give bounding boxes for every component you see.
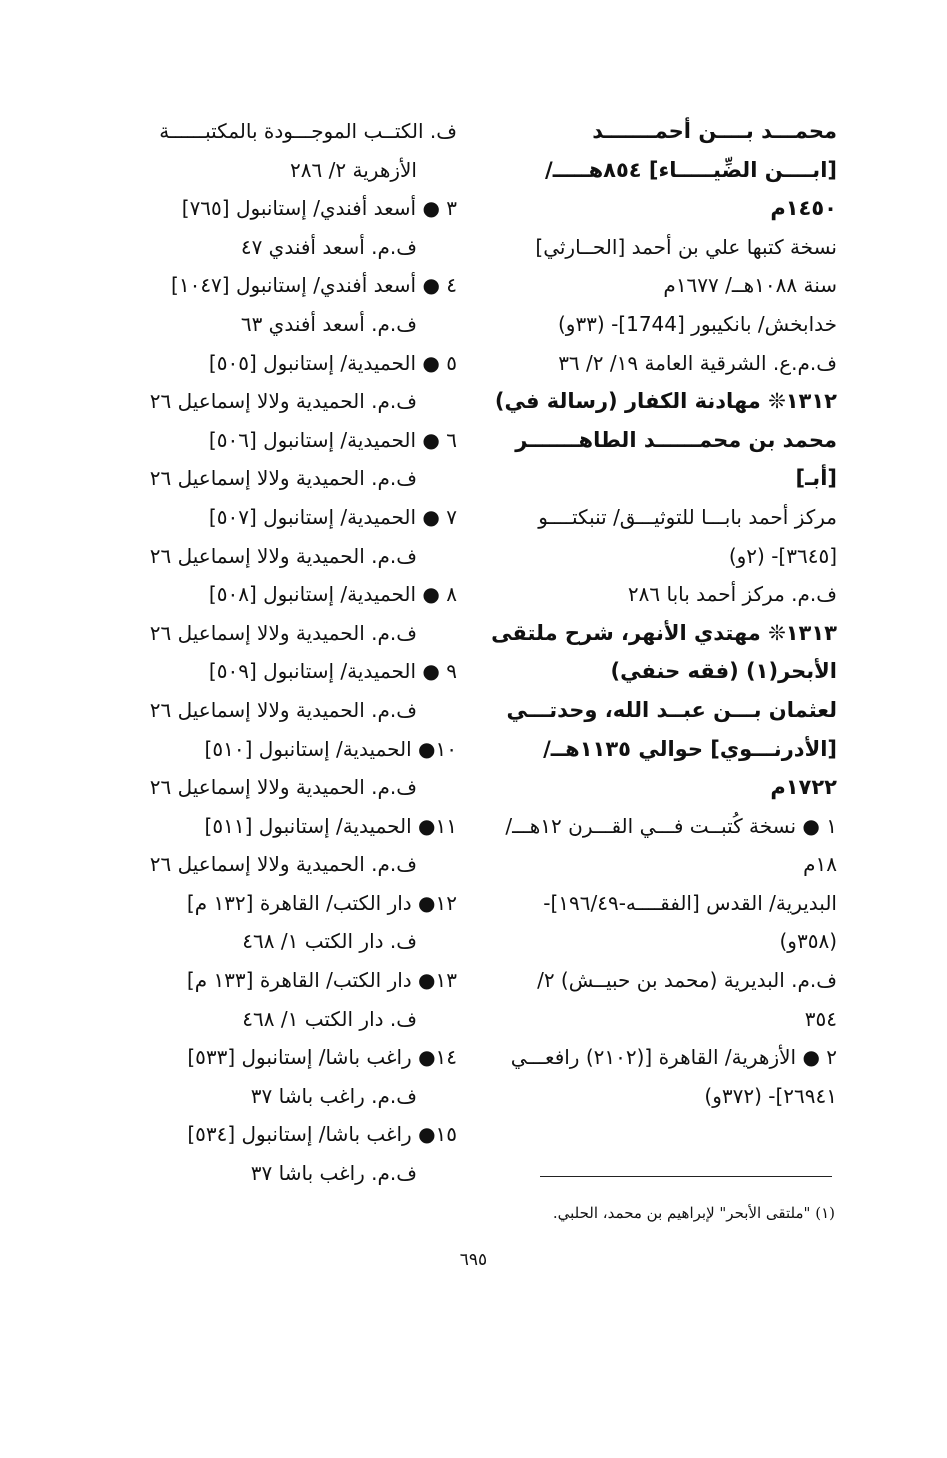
entry-line: [٣٦٤٥]- (٢و) [728, 543, 837, 568]
entry-line: ٢ ● الأزهرية/ القاهرة [(٢١٠٢) رافعـــي [510, 1045, 837, 1070]
entry-line: ٣٥٤ [804, 1006, 837, 1031]
manuscript-line: ف.م. الحميدية ولالا إسماعيل ٢٦ [149, 466, 417, 491]
manuscript-line: ف.م. راغب باشا ٣٧ [250, 1083, 417, 1108]
left-column [117, 112, 457, 1193]
manuscript-line: ١٥● راغب باشا/ إستانبول [٥٣٤] [187, 1122, 457, 1147]
entry-line: [أبـ] [795, 466, 837, 491]
manuscript-line: ١٢● دار الكتب/ القاهرة [١٣٢ م] [186, 890, 457, 915]
manuscript-line: ١٠● الحميدية/ إستانبول [٥١٠] [204, 736, 457, 761]
manuscript-line: ف. دار الكتب ١/ ٤٦٨ [242, 1006, 417, 1031]
entry-line: ٢٦٩٤١]- (٣٧٢و) [704, 1083, 837, 1108]
entry-line: ١٧٢٢م [770, 775, 837, 800]
footnote: (١) "ملتقى الأبحر" لإبراهيم بن محمد، الحلبي. [552, 1204, 835, 1222]
manuscript-line: ٤ ● أسعد أفندي/ إستانبول [١٠٤٧] [171, 273, 457, 298]
entry-line: سنة ١٠٨٨هــ/ ١٦٧٧م [663, 273, 837, 298]
manuscript-line: ٦ ● الحميدية/ إستانبول [٥٠٦] [208, 427, 457, 452]
entry-line: (٣٥٨و) [779, 929, 837, 954]
entry-line: [ابــــن الضِّيـــــاء] ٨٥٤هـــــ/ [545, 157, 837, 182]
manuscript-line: ١٣● دار الكتب/ القاهرة [١٣٣ م] [186, 968, 457, 993]
entry-line: البديرية/ القدس [الفقــــه-١٩٦/٤٩]- [543, 890, 837, 915]
manuscript-line: ٧ ● الحميدية/ إستانبول [٥٠٧] [208, 504, 457, 529]
manuscript-line: ف. دار الكتب ١/ ٤٦٨ [242, 929, 417, 954]
entry-line: ١٣١٣❊ مهتدي الأنهر، شرح ملتقى [491, 620, 837, 645]
page-number: ٦٩٥ [459, 1250, 488, 1270]
entry-line: ف.م.ع. الشرقية العامة ١٩/ ٢/ ٣٦ [558, 350, 837, 375]
manuscript-line: ف.م. الحميدية ولالا إسماعيل ٢٦ [149, 389, 417, 414]
entry-line: محمد بن محمــــــد الطاهـــــــر [515, 427, 837, 452]
manuscript-line: ٣ ● أسعد أفندي/ إستانبول [٧٦٥] [181, 196, 457, 221]
entry-line: ١٨م [803, 852, 837, 877]
manuscript-line: ٨ ● الحميدية/ إستانبول [٥٠٨] [208, 582, 457, 607]
right-column [491, 112, 837, 1115]
manuscript-line: ف.م. الحميدية ولالا إسماعيل ٢٦ [149, 775, 417, 800]
footnote-divider [540, 1176, 832, 1177]
entry-line: لعثمان بـــن عبــد الله، وحدتـــي [506, 697, 837, 722]
entry-line: ١ ● نسخة كُتبــت فـــي القـــرن ١٢هـــ/ [505, 813, 837, 838]
entry-line: محمـــد بــــن أحمـــــــد [592, 119, 837, 143]
manuscript-line: ٥ ● الحميدية/ إستانبول [٥٠٥] [208, 350, 457, 375]
manuscript-line: الأزهرية ٢/ ٢٨٦ [290, 157, 417, 182]
entry-line: [الأدرنـــوي] حوالي ١١٣٥هــ/ [543, 736, 837, 761]
entry-line: خدابخش/ بانكيبور [1744]- (٣٣و) [557, 311, 837, 336]
manuscript-line: ف.م. الحميدية ولالا إسماعيل ٢٦ [149, 543, 417, 568]
entry-line: نسخة كتبها علي بن أحمد [الحــارثي] [535, 234, 837, 259]
entry-line: مركز أحمد بابـــا للتوثيـــق/ تنبكتــــو [538, 504, 837, 529]
manuscript-line: ١٤● راغب باشا/ إستانبول [٥٣٣] [187, 1045, 457, 1070]
manuscript-line: ١١● الحميدية/ إستانبول [٥١١] [204, 813, 457, 838]
manuscript-line: ف.م. أسعد أفندي ٦٣ [240, 311, 417, 336]
manuscript-line: ف.م. راغب باشا ٣٧ [250, 1161, 417, 1186]
entry-line: ف.م. البديرية (محمد بن حبيــش) ٢/ [537, 968, 837, 993]
entry-line: ١٣١٢❊ مهادنة الكفار (رسالة في) [494, 389, 837, 414]
manuscript-line: ٩ ● الحميدية/ إستانبول [٥٠٩] [208, 659, 457, 684]
entry-line: الأبحر(١) (فقه حنفي) [610, 659, 837, 684]
manuscript-line: ف.م. أسعد أفندي ٤٧ [240, 234, 417, 259]
manuscript-line: ف.م. الحميدية ولالا إسماعيل ٢٦ [149, 620, 417, 645]
manuscript-line: ف.م. الحميدية ولالا إسماعيل ٢٦ [149, 697, 417, 722]
manuscript-line: ف. الكتــب الموجـــودة بالمكتبــــــة [159, 119, 457, 143]
entry-line: ١٤٥٠م [770, 196, 837, 221]
entry-line: ف.م. مركز أحمد بابا ٢٨٦ [627, 582, 837, 607]
manuscript-line: ف.م. الحميدية ولالا إسماعيل ٢٦ [149, 852, 417, 877]
